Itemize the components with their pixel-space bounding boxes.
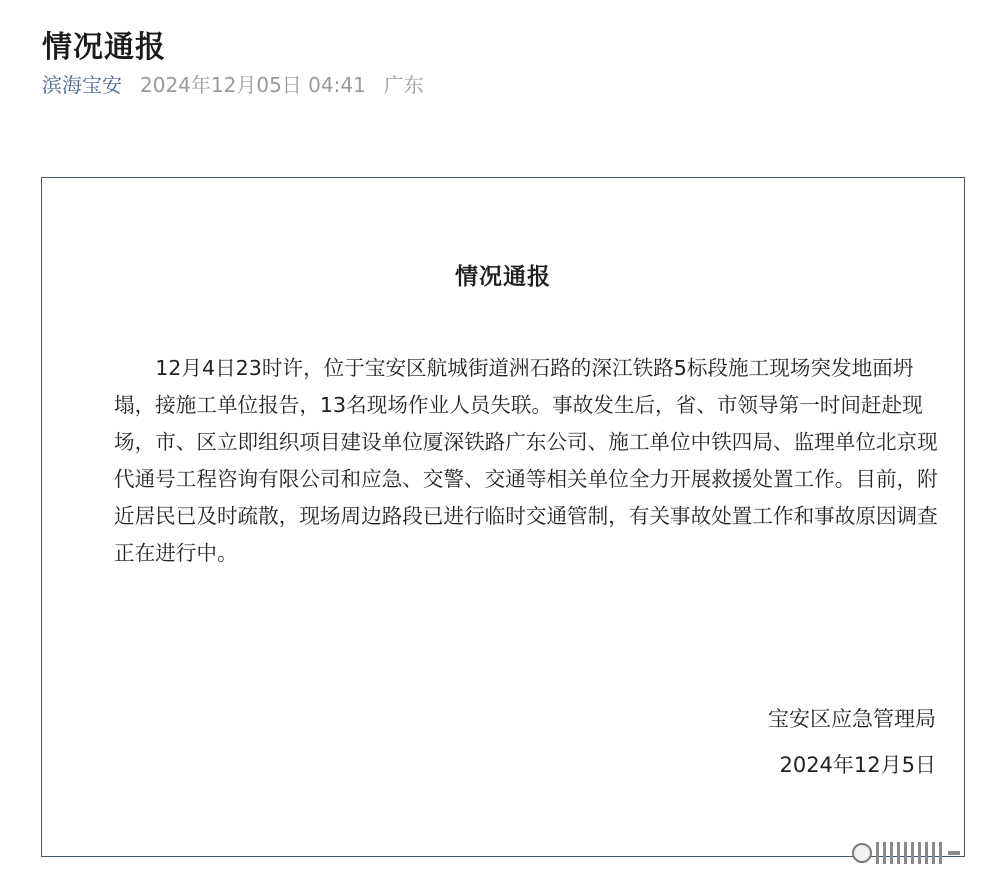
watermark-bar-icon (904, 842, 907, 864)
notice-body: 12月4日23时许，位于宝安区航城街道洲石路的深江铁路5标段施工现场突发地面坍塌，接施工单位报告，13名现场作业人员失联。事故发生后，省、市领导第一时间赶赴现场，市、区立即组织项目建设单位厦深铁路广东公司、施工单位中铁四局、监理单位北京现代通号工程咨询有限公司和应急、交警、交通等相关单位全力开展救援处置工作。目前，附近居民已及时疏散，现场周边路段已进行临时交通管制，有关事故处置工作和事故原因调查正在进行中。 (114, 356, 938, 565)
watermark-bar-icon (890, 842, 893, 864)
watermark-bar-icon (939, 842, 942, 864)
watermark-bar-icon (932, 842, 935, 864)
watermark-bar-icon (925, 842, 928, 864)
notice-heading: 情况通报 (455, 264, 551, 290)
article-meta (42, 68, 424, 98)
notice-issuer: 宝安区应急管理局 (768, 707, 936, 731)
watermark-tail-icon (948, 851, 960, 855)
publish-location: 广东 (383, 72, 424, 97)
article-title: 情况通报 (42, 30, 166, 66)
platform-watermark-icon (852, 838, 984, 868)
watermark-circle-icon (852, 843, 872, 863)
publish-time: 2024年12月05日 04:41 (140, 72, 366, 97)
watermark-bar-icon (911, 842, 914, 864)
watermark-bar-icon (883, 842, 886, 864)
watermark-bar-icon (918, 842, 921, 864)
notice-date: 2024年12月5日 (779, 753, 936, 777)
watermark-bar-icon (897, 842, 900, 864)
watermark-bar-icon (876, 842, 879, 864)
source-account-link[interactable]: 滨海宝安 (42, 72, 122, 97)
notice-image-frame (41, 177, 965, 857)
